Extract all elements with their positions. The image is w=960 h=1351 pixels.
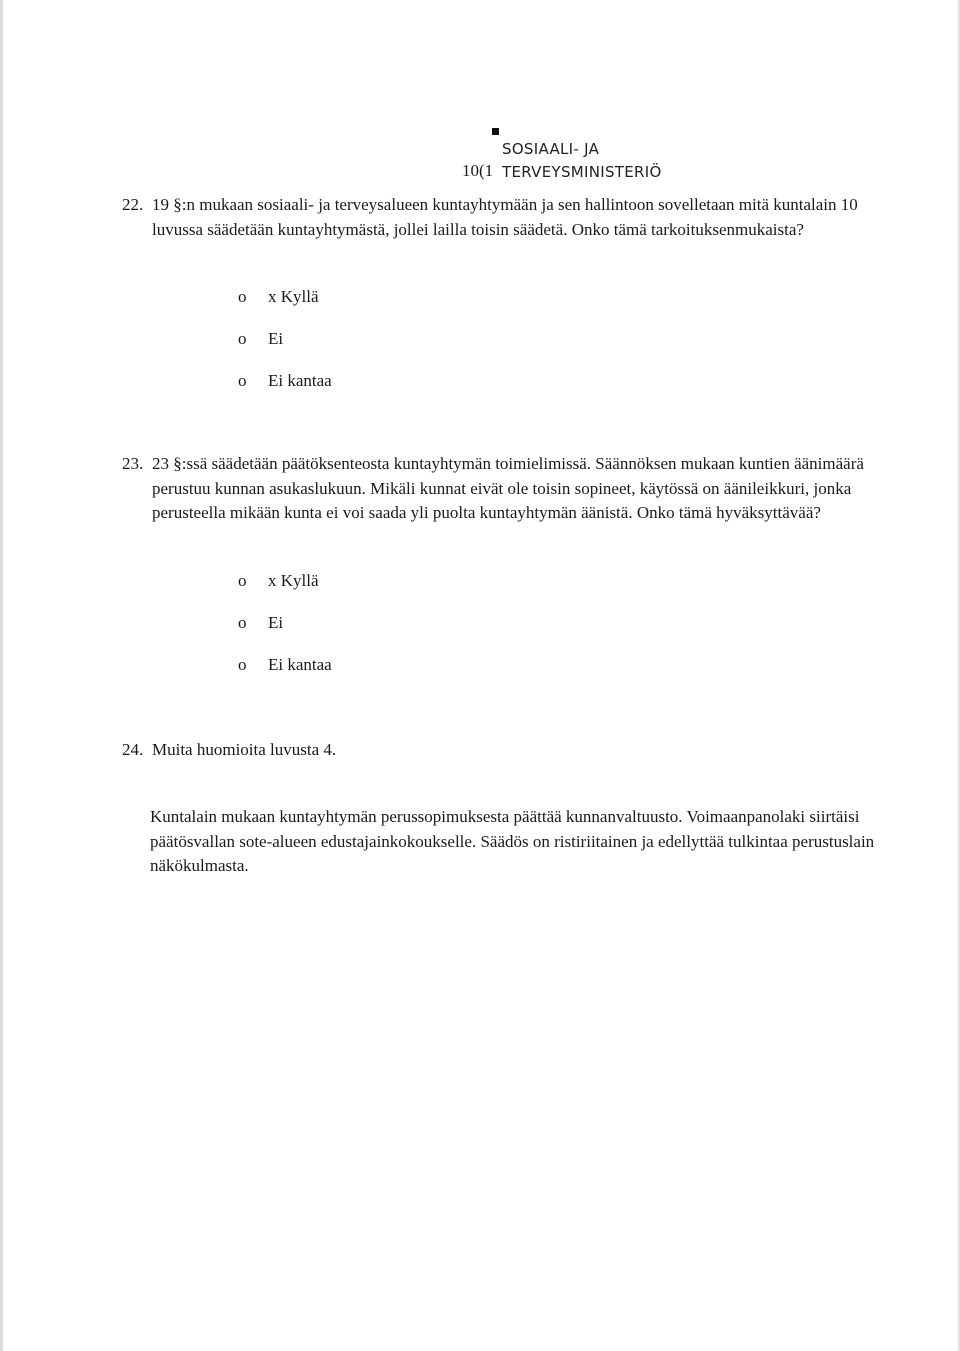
option-bullet: o — [238, 571, 247, 590]
question-number: 22. — [122, 195, 144, 214]
option-yes[interactable] — [238, 571, 319, 591]
option-no-opinion[interactable] — [238, 655, 332, 675]
question-number: 24. — [122, 740, 144, 759]
option-label: Ei kantaa — [268, 371, 332, 390]
answer-text: Kuntalain mukaan kuntayhtymän perussopimuksesta päättää kunnanvaltuusto. Voimaanpanolaki siirtäisi päätösvallan sote-alueen edustajainkokoukselle. Säädös on ristiriitainen ja edellyttää tulkintaa perustuslain näkökulmasta. — [150, 807, 875, 875]
option-bullet: o — [238, 287, 247, 306]
option-no[interactable] — [238, 329, 283, 349]
option-label: Ei — [268, 329, 284, 348]
question-text: 23 §:ssä säädetään päätöksenteosta kuntayhtymän toimielimissä. Säännöksen mukaan kuntien äänimäärä perustuu kunnan asukaslukuun. Mikäli kunnat eivät ole toisin sopineet, käytössä on äänileikkuri, jonka perusteella mikään kunta ei voi saada yli puolta kuntayhtymän äänistä. Onko tämä hyväksyttävää? — [152, 454, 864, 522]
option-bullet: o — [238, 371, 247, 390]
option-label: Ei kantaa — [268, 655, 332, 674]
ministry-logo-line1: SOSIAALI- JA — [502, 140, 600, 158]
option-no-opinion[interactable] — [238, 371, 332, 391]
question-number: 23. — [122, 454, 144, 473]
question-text: Muita huomioita luvusta 4. — [152, 740, 337, 759]
option-bullet: o — [238, 655, 247, 674]
option-no[interactable] — [238, 613, 283, 633]
option-bullet: o — [238, 613, 247, 632]
scan-edge-left — [0, 0, 3, 1351]
ministry-logo-line2: TERVEYSMINISTERIÖ — [502, 163, 662, 181]
option-label: x Kyllä — [268, 571, 319, 590]
option-bullet: o — [238, 329, 247, 348]
question-text: 19 §:n mukaan sosiaali- ja terveysalueen kuntayhtymään ja sen hallintoon sovelletaan mitä kuntalain 10 luvussa säädetään kuntayhtymästä, jollei lailla toisin säädetä. Onko tämä tarkoituksenmukaista? — [152, 195, 858, 239]
ministry-logo-mark — [492, 128, 499, 135]
option-label: Ei — [268, 613, 284, 632]
page-header — [462, 118, 722, 182]
option-yes[interactable] — [238, 287, 319, 307]
page-number: 10(1 — [462, 161, 494, 180]
option-label: x Kyllä — [268, 287, 319, 306]
